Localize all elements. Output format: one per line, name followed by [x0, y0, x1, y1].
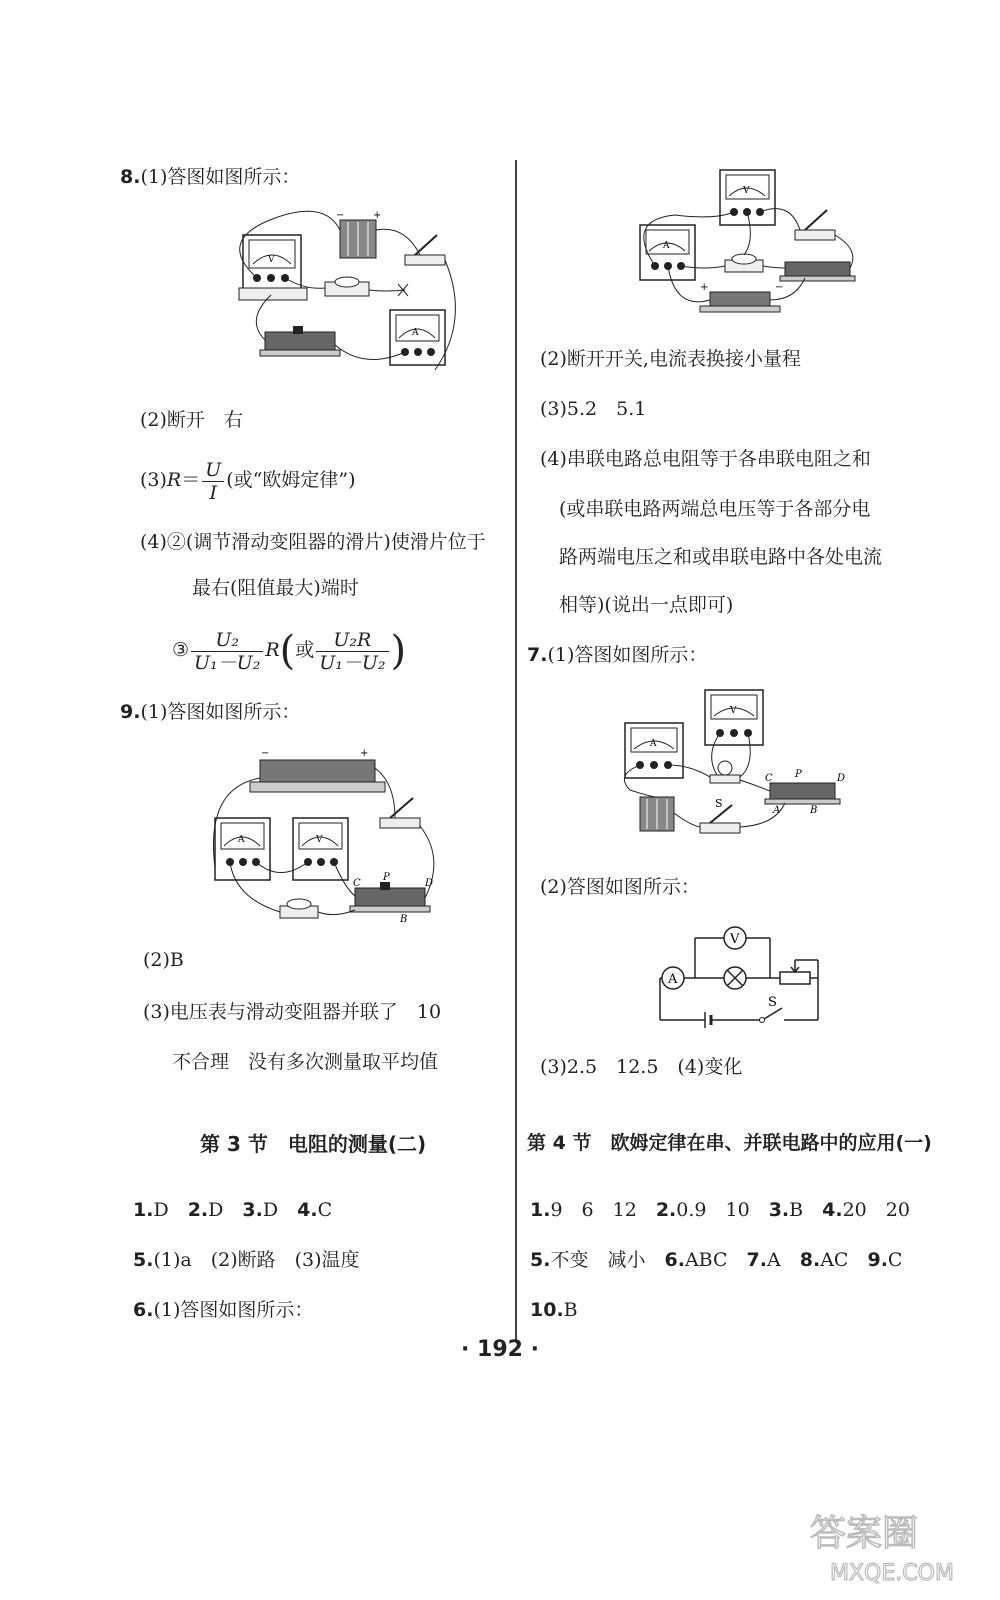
q6-minus: − [775, 282, 784, 293]
q6-plus: + [700, 282, 709, 293]
q7-part2: (2)答图如图所示： [540, 876, 700, 898]
q7-switch-label: S [715, 797, 723, 810]
q8-voltmeter-label: V [268, 255, 275, 265]
q9-minus: − [261, 748, 270, 759]
q9-part3-line2: 不合理 没有多次测量取平均值 [172, 1051, 439, 1073]
q9-terminal-c: C [353, 878, 361, 889]
schematic-voltmeter-label: V [730, 932, 740, 947]
page-number: · 192 · [461, 1337, 539, 1362]
q9-terminal-p: P [383, 872, 390, 883]
q7-part3-4: (3)2.5 12.5 (4)变化 [540, 1056, 743, 1078]
q8-ammeter-label: A [412, 328, 419, 338]
q7-ammeter-label: A [650, 739, 657, 749]
answers-1-4: 1.D 2.D 3.D 4.C [133, 1199, 333, 1221]
q9-plus: + [360, 748, 369, 759]
q9-part2: (2)B [143, 949, 184, 971]
q9-part1: 9.(1)答图如图所示： [120, 701, 301, 723]
q8-circuit-diagram [215, 200, 475, 400]
answers-s4-5-9: 5.不变 减小 6.ABC 7.A 8.AC 9.C [530, 1249, 903, 1271]
schematic-ammeter-label: A [668, 972, 678, 987]
answer-6: 6.(1)答图如图所示： [133, 1299, 314, 1321]
q9-voltmeter-label: V [316, 835, 323, 845]
q9-terminal-b: B [400, 914, 408, 925]
section-3-title: 第 3 节 电阻的测量(二) [200, 1132, 427, 1156]
q7-terminal-c: C [765, 773, 773, 784]
answer-s4-10: 10.B [530, 1299, 578, 1321]
answers-s4-1-4: 1.9 6 12 2.0.9 10 3.B 4.20 20 [530, 1199, 910, 1221]
q9-circuit-diagram [195, 738, 465, 938]
q9-ammeter-label: A [238, 835, 245, 845]
q8-battery-minus: − [336, 210, 345, 221]
q8-part4-line1: (4)②(调节滑动变阻器的滑片)使滑片位于 [140, 531, 486, 553]
schematic-switch-label: S [768, 995, 777, 1010]
section-4-title: 第 4 节 欧姆定律在串、并联电路中的应用(一) [527, 1132, 932, 1154]
q8-part4-formula: ③ $\frac{\text{U₂}}{\text{U₁－U₂}}$ R(或 $\frac{\text{U₂R}}{\text{U₁－U₂}}$ ) [172, 628, 407, 674]
q7-voltmeter-label: V [730, 706, 737, 716]
q6-circuit-diagram [615, 160, 865, 320]
q8-part1: 8.(1)答图如图所示： [120, 166, 301, 188]
q7-schematic-diagram [650, 920, 830, 1035]
q7-part1: 7.(1)答图如图所示： [527, 644, 708, 666]
q7-terminal-p: P [795, 769, 802, 780]
q9-terminal-d: D [425, 878, 434, 889]
q8-battery-plus: + [373, 210, 382, 221]
q6-part3: (3)5.2 5.1 [540, 398, 647, 420]
q7-circuit-diagram-1 [605, 685, 855, 845]
watermark-line2: MXQE.COM [830, 1561, 954, 1586]
q8-part4-line2: 最右(阻值最大)端时 [192, 577, 359, 599]
q6-voltmeter-label: V [743, 186, 750, 196]
q6-part4-line3: 路两端电压之和或串联电路中各处电流 [559, 546, 883, 568]
q7-terminal-d: D [837, 773, 846, 784]
q6-ammeter-label: A [663, 241, 670, 251]
q6-part4-line4: 相等)(说出一点即可) [559, 594, 734, 616]
q8-part3: (3)R＝ $\frac{U}{I}$ (或“欧姆定律”) [140, 458, 356, 504]
watermark-line1: 答案圈 [810, 1513, 919, 1554]
watermark-logo [800, 1500, 980, 1590]
q7-terminal-a: A [773, 805, 781, 816]
q8-part2: (2)断开 右 [140, 409, 243, 431]
q7-terminal-b: B [810, 805, 818, 816]
q9-part3-line1: (3)电压表与滑动变阻器并联了 10 [143, 1001, 442, 1023]
answer-5: 5.(1)a (2)断路 (3)温度 [133, 1249, 360, 1271]
q6-part4-line2: (或串联电路两端总电压等于各部分电 [559, 498, 871, 520]
q6-part2: (2)断开开关,电流表换接小量程 [540, 348, 801, 370]
q6-part4-line1: (4)串联电路总电阻等于各串联电阻之和 [540, 448, 871, 470]
